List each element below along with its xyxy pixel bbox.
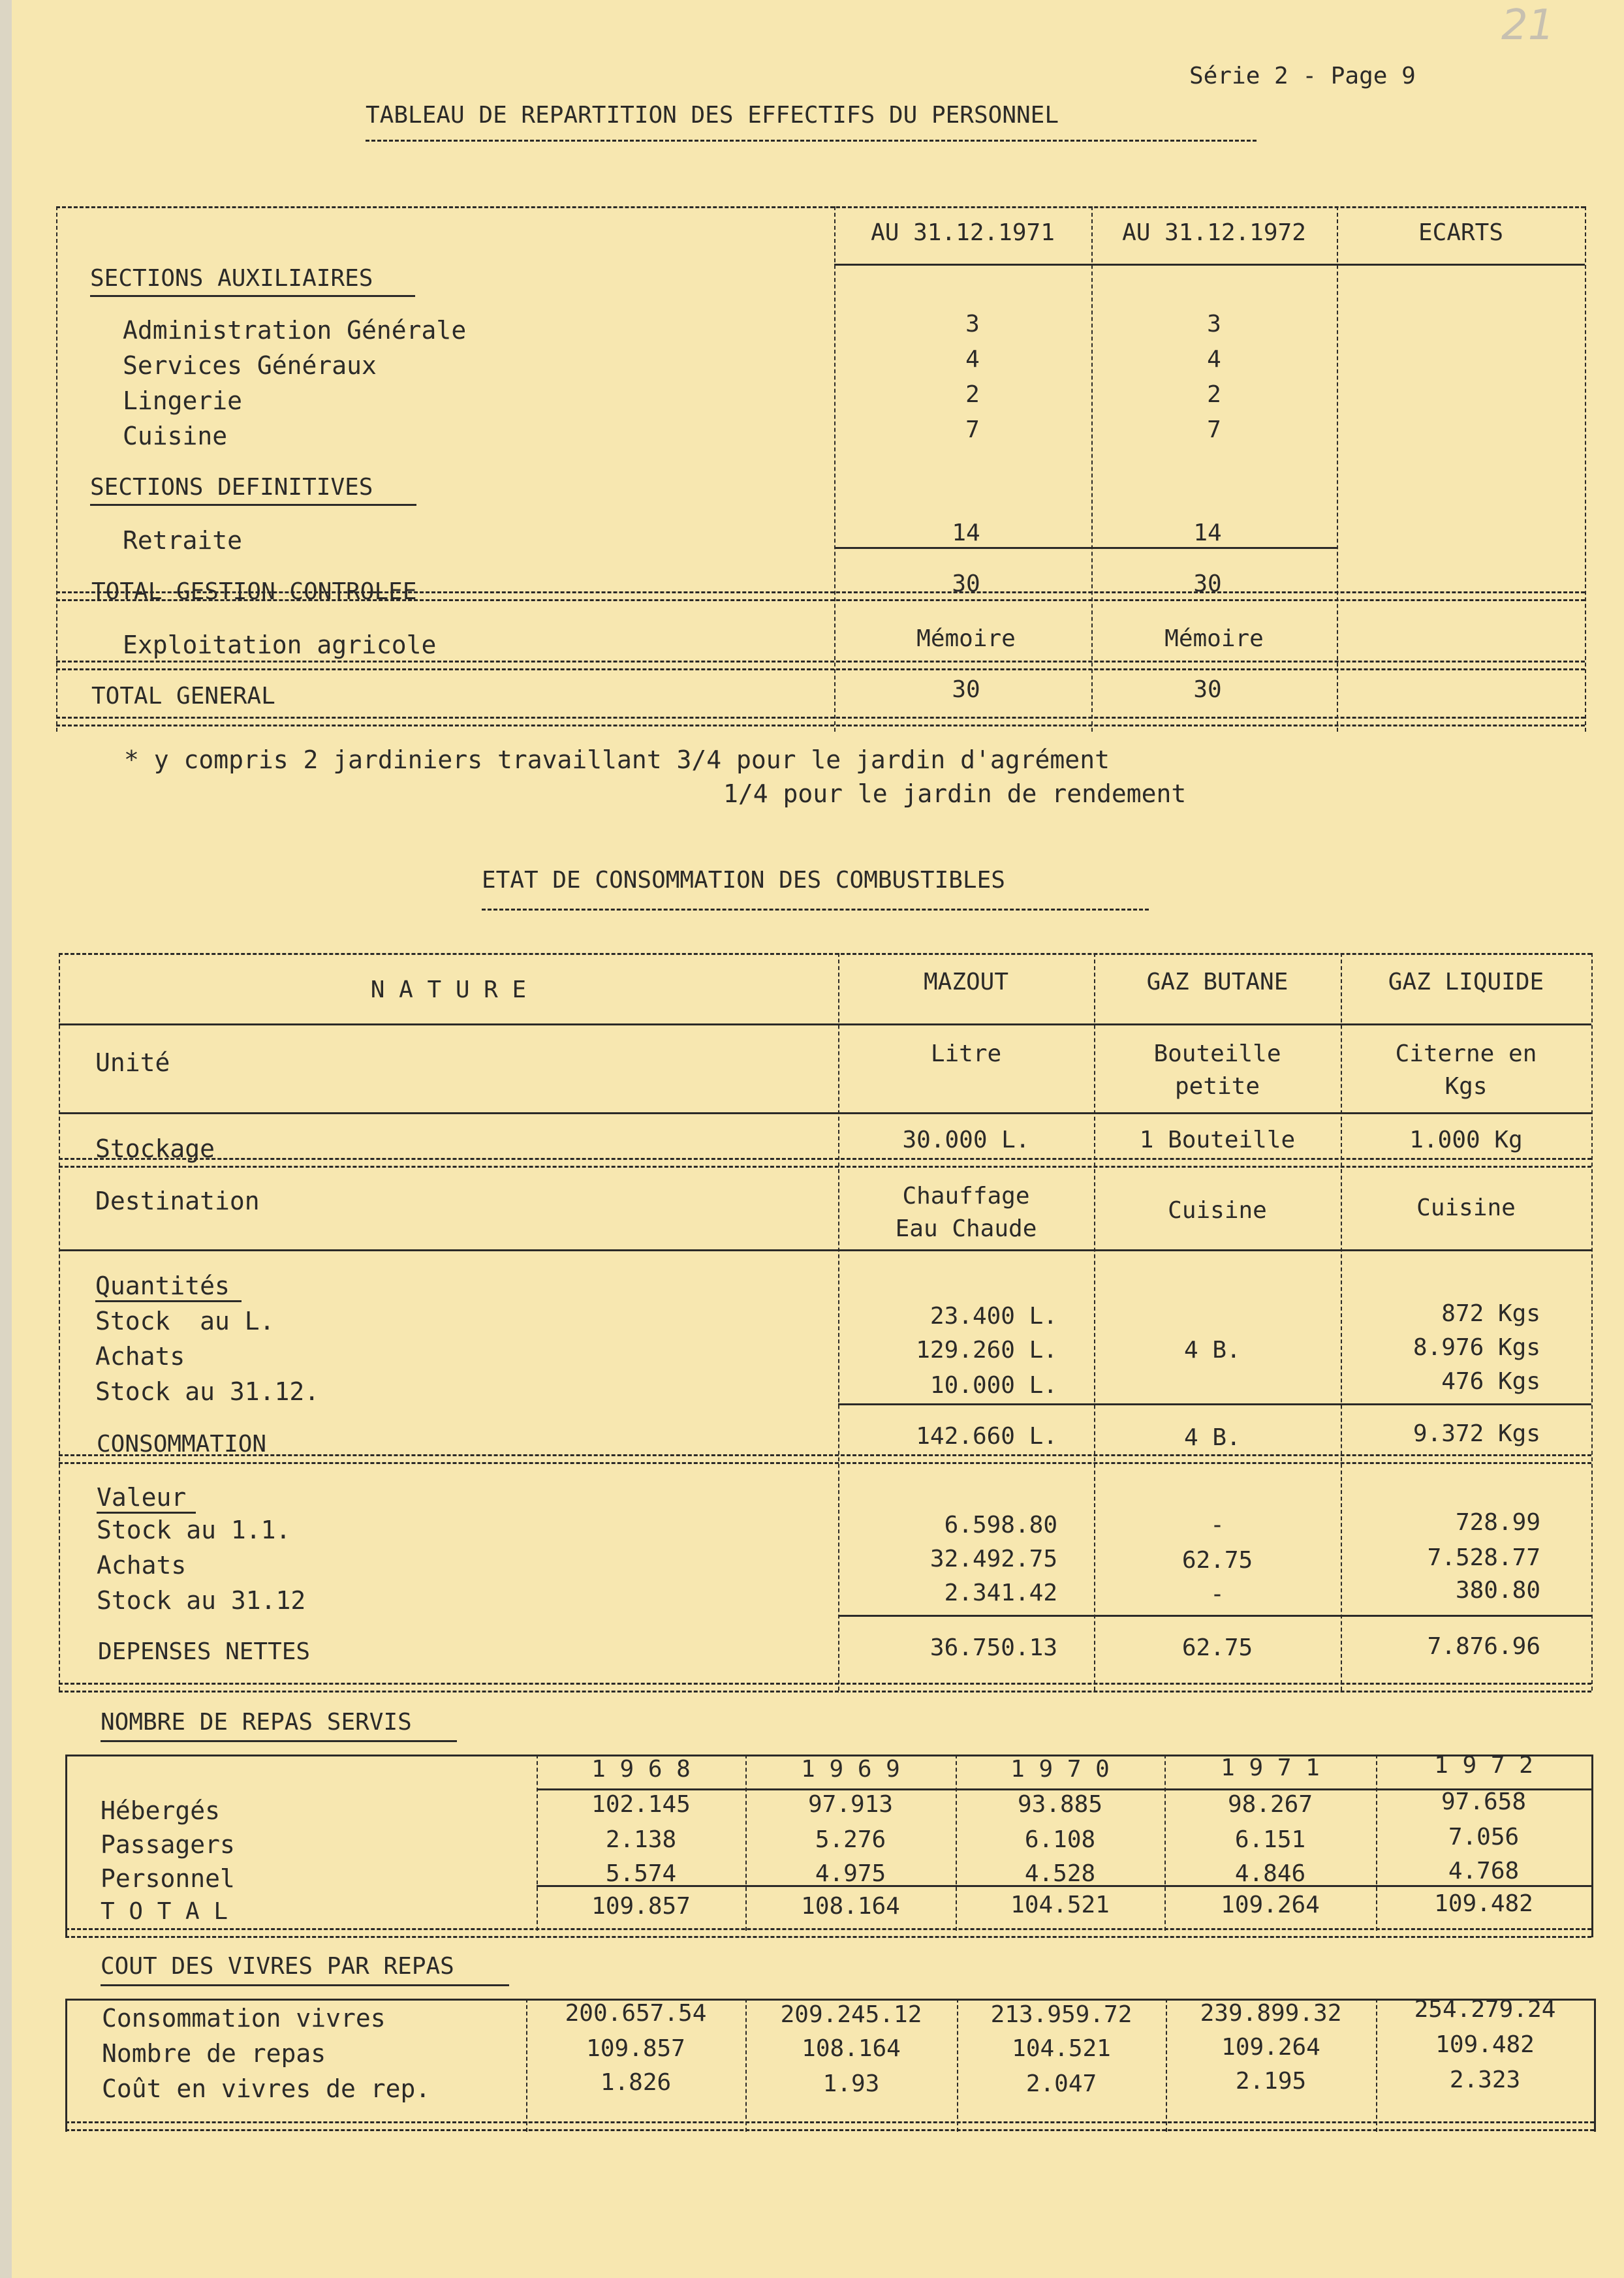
cout-value: 104.521 — [1012, 2035, 1111, 2062]
stockage-liquide: 1.000 Kg — [1409, 1127, 1523, 1153]
table-rule — [59, 1683, 1591, 1693]
row-label: Achats — [97, 1551, 187, 1580]
row-label: Coût en vivres de rep. — [102, 2074, 431, 2103]
value-1972: 3 — [1207, 311, 1221, 337]
row-label: Achats — [95, 1342, 185, 1371]
depenses-butane: 62.75 — [1181, 1634, 1253, 1661]
year-header: 1 9 6 9 — [801, 1756, 900, 1783]
cout-value: 109.264 — [1221, 2034, 1320, 2061]
repas-value: 4.768 — [1448, 1858, 1520, 1884]
repas-value: 5.276 — [815, 1826, 886, 1853]
row-label: Services Généraux — [123, 351, 377, 380]
mazout-value: 10.000 L. — [929, 1372, 1057, 1399]
heading-underline — [97, 1512, 196, 1514]
table-rule — [59, 1112, 1591, 1114]
year-header: 1 9 7 1 — [1221, 1755, 1320, 1781]
exploitation-agricole-label: Exploitation agricole — [123, 631, 437, 659]
liquide-value: 476 Kgs — [1441, 1368, 1540, 1395]
depenses-liquide: 7.876.96 — [1427, 1633, 1540, 1660]
unite-mazout: Litre — [930, 1040, 1002, 1067]
exploitation-1971: Mémoire — [916, 625, 1016, 652]
cout-value: 2.047 — [1025, 2070, 1097, 2097]
total-label: T O T A L — [101, 1898, 228, 1925]
table-rule — [65, 1999, 67, 2132]
table-rule — [56, 661, 1585, 670]
year-header: 1 9 6 8 — [591, 1756, 691, 1783]
value-1972: 14 — [1193, 520, 1222, 546]
row-label: Personnel — [101, 1864, 235, 1893]
total-general-1972: 30 — [1193, 676, 1222, 703]
table-rule — [1337, 206, 1338, 732]
cout-value: 1.93 — [822, 2070, 880, 2097]
table-rule — [838, 1403, 1591, 1405]
year-header: 1 9 7 0 — [1010, 1756, 1110, 1783]
destination-mazout: Eau Chaude — [895, 1215, 1037, 1242]
combustibles-title-underline — [482, 909, 1149, 911]
col-header-nature: N A T U R E — [370, 976, 527, 1003]
valeur-heading: Valeur — [97, 1483, 187, 1512]
consommation-butane: 4 B. — [1184, 1424, 1241, 1451]
repas-value: 6.108 — [1024, 1826, 1096, 1853]
row-label: Stock au 31.12 — [97, 1586, 306, 1615]
section-definitives: SECTIONS DEFINITIVES — [90, 474, 373, 501]
table-rule — [65, 2121, 1594, 2131]
footnote-line-2: 1/4 pour le jardin de rendement — [723, 779, 1187, 808]
repas-title: NOMBRE DE REPAS SERVIS — [101, 1709, 412, 1736]
butane-value: 62.75 — [1181, 1547, 1253, 1574]
repas-total: 108.164 — [801, 1893, 900, 1920]
table-rule — [59, 953, 1591, 955]
cout-value: 2.195 — [1235, 2068, 1307, 2095]
table-rule — [65, 1928, 1591, 1938]
table-rule — [59, 1249, 1591, 1251]
row-label: Hébergés — [101, 1796, 221, 1825]
scan-edge — [0, 0, 12, 2278]
value-1972: 2 — [1207, 381, 1221, 408]
table-rule — [834, 206, 835, 732]
destination-liquide: Cuisine — [1416, 1194, 1516, 1221]
cout-value: 109.482 — [1435, 2031, 1535, 2058]
row-label: Passagers — [101, 1830, 235, 1859]
value-1971: 7 — [965, 416, 980, 443]
exploitation-1972: Mémoire — [1164, 625, 1264, 652]
table-rule — [1585, 206, 1586, 732]
cout-value: 2.323 — [1449, 2067, 1521, 2093]
value-1971: 2 — [965, 381, 980, 408]
cout-title: COUT DES VIVRES PAR REPAS — [101, 1953, 454, 1980]
unite-liquide: Kgs — [1444, 1073, 1488, 1100]
row-label: Stock au L. — [95, 1307, 275, 1335]
table-rule — [834, 264, 1585, 266]
serie-page-label: Série 2 - Page 9 — [1189, 63, 1416, 89]
heading-underline — [90, 504, 416, 506]
combustibles-title: ETAT DE CONSOMMATION DES COMBUSTIBLES — [482, 867, 1005, 894]
handwritten-page-mark: 21 — [1501, 1, 1555, 50]
cout-value: 109.857 — [586, 2035, 685, 2062]
row-label: Cuisine — [123, 422, 228, 450]
mazout-value: 23.400 L. — [929, 1303, 1057, 1330]
value-1971: 14 — [952, 520, 980, 546]
cout-value: 1.826 — [600, 2069, 672, 2096]
total-gc-1971: 30 — [952, 570, 980, 597]
repas-value: 4.975 — [815, 1860, 886, 1887]
consommation-liquide: 9.372 Kgs — [1413, 1420, 1540, 1447]
col-header-gaz-liquide: GAZ LIQUIDE — [1388, 969, 1544, 995]
row-label: Consommation vivres — [102, 2004, 386, 2033]
table-rule — [56, 206, 1585, 208]
repas-title-underline — [101, 1740, 457, 1742]
destination-mazout: Chauffage — [902, 1183, 1030, 1209]
row-label: Administration Générale — [123, 316, 467, 345]
row-label: Nombre de repas — [102, 2039, 326, 2068]
table-rule — [1091, 206, 1093, 732]
repas-value: 4.846 — [1234, 1860, 1306, 1887]
repas-value: 97.658 — [1441, 1788, 1527, 1815]
mazout-value: 6.598.80 — [944, 1512, 1057, 1538]
value-1972: 7 — [1207, 416, 1221, 443]
row-label: Retraite — [123, 526, 243, 555]
table-rule — [834, 547, 1337, 549]
total-gc-1972: 30 — [1193, 570, 1222, 597]
cout-value: 200.657.54 — [565, 2000, 707, 2027]
liquide-value: 7.528.77 — [1427, 1544, 1540, 1571]
liquide-value: 8.976 Kgs — [1413, 1334, 1540, 1361]
stockage-butane: 1 Bouteille — [1139, 1127, 1296, 1153]
unite-label: Unité — [95, 1048, 170, 1077]
butane-value: 4 B. — [1184, 1337, 1241, 1364]
repas-value: 5.574 — [605, 1860, 677, 1887]
total-gestion-controlee-label: TOTAL GESTION CONTROLEE — [91, 578, 417, 605]
destination-label: Destination — [95, 1187, 260, 1215]
col-header-ecarts: ECARTS — [1418, 219, 1504, 246]
table-rule — [1594, 1999, 1596, 2132]
cout-value: 209.245.12 — [780, 2001, 922, 2028]
liquide-value: 872 Kgs — [1441, 1300, 1540, 1327]
heading-underline — [90, 295, 415, 297]
butane-value: - — [1210, 1512, 1225, 1538]
value-1972: 4 — [1207, 346, 1221, 373]
mazout-value: 32.492.75 — [929, 1546, 1057, 1572]
table-rule — [1591, 1755, 1593, 1937]
effectifs-title-underline — [366, 140, 1257, 142]
unite-liquide: Citerne en — [1395, 1040, 1537, 1067]
cout-value: 213.959.72 — [990, 2001, 1132, 2028]
table-rule — [59, 1158, 1591, 1168]
col-header-1971: AU 31.12.1971 — [871, 219, 1055, 246]
table-rule — [59, 1023, 1591, 1025]
col-header-mazout: MAZOUT — [923, 969, 1009, 995]
mazout-value: 129.260 L. — [916, 1337, 1057, 1364]
repas-value: 98.267 — [1227, 1791, 1313, 1818]
repas-total: 104.521 — [1010, 1892, 1110, 1918]
row-label: Lingerie — [123, 386, 243, 415]
table-rule — [838, 1615, 1591, 1617]
cout-value: 108.164 — [802, 2035, 901, 2062]
cout-title-underline — [101, 1984, 509, 1986]
repas-value: 93.885 — [1017, 1791, 1103, 1818]
footnote-line-1: * y compris 2 jardiniers travaillant 3/4 pour le jardin d'agrément — [124, 745, 1110, 774]
row-label: Stock au 31.12. — [95, 1377, 320, 1406]
col-header-gaz-butane: GAZ BUTANE — [1146, 969, 1288, 995]
mazout-value: 2.341.42 — [944, 1580, 1057, 1606]
liquide-value: 728.99 — [1455, 1509, 1540, 1536]
consommation-label: CONSOMMATION — [97, 1431, 267, 1458]
table-rule — [56, 717, 1585, 726]
repas-value: 97.913 — [807, 1791, 894, 1818]
repas-total: 109.857 — [591, 1893, 691, 1920]
unite-butane: Bouteille — [1153, 1040, 1281, 1067]
repas-value: 4.528 — [1024, 1860, 1096, 1887]
destination-butane: Cuisine — [1168, 1197, 1267, 1224]
repas-total: 109.482 — [1434, 1890, 1533, 1917]
cout-value: 239.899.32 — [1200, 2000, 1342, 2027]
effectifs-title: TABLEAU DE REPARTITION DES EFFECTIFS DU PERSONNEL — [366, 102, 1059, 129]
repas-value: 6.151 — [1234, 1826, 1306, 1853]
heading-underline — [95, 1300, 242, 1302]
butane-value: - — [1210, 1581, 1225, 1608]
table-rule — [65, 1755, 67, 1937]
liquide-value: 380.80 — [1455, 1577, 1540, 1604]
year-header: 1 9 7 2 — [1434, 1752, 1533, 1779]
consommation-mazout: 142.660 L. — [916, 1423, 1057, 1450]
total-general-label: TOTAL GENERAL — [91, 683, 275, 710]
total-general-1971: 30 — [952, 676, 980, 703]
table-rule — [59, 1454, 1591, 1464]
value-1971: 4 — [965, 346, 980, 373]
table-rule — [59, 953, 60, 1691]
quantites-heading: Quantités — [95, 1272, 230, 1300]
unite-butane: petite — [1174, 1073, 1260, 1100]
depenses-mazout: 36.750.13 — [929, 1634, 1057, 1661]
depenses-nettes-label: DEPENSES NETTES — [98, 1638, 311, 1665]
cout-value: 254.279.24 — [1414, 1996, 1556, 2023]
repas-value: 7.056 — [1448, 1824, 1520, 1850]
repas-value: 2.138 — [605, 1826, 677, 1853]
repas-value: 102.145 — [591, 1791, 691, 1818]
stockage-label: Stockage — [95, 1134, 215, 1163]
row-label: Stock au 1.1. — [97, 1516, 291, 1544]
table-rule — [1591, 953, 1593, 1691]
table-rule — [56, 206, 57, 732]
value-1971: 3 — [965, 311, 980, 337]
col-header-1972: AU 31.12.1972 — [1122, 219, 1306, 246]
section-auxiliaires: SECTIONS AUXILIAIRES — [90, 265, 373, 292]
repas-total: 109.264 — [1221, 1892, 1320, 1918]
stockage-mazout: 30.000 L. — [902, 1127, 1030, 1153]
